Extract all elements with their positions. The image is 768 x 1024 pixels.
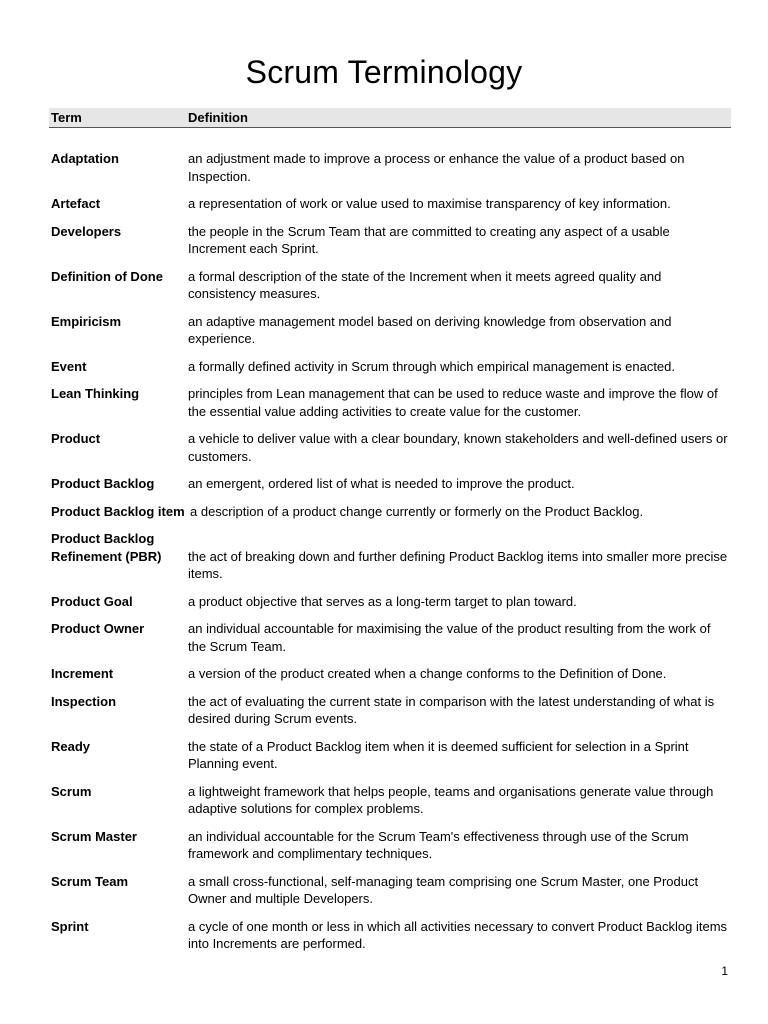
- term-cell: Product Backlog Refinement (PBR): [51, 531, 162, 564]
- table-header: [49, 108, 731, 128]
- term-cell: Increment: [51, 666, 114, 681]
- definition-cell: the state of a Product Backlog item when it is deemed sufficient for selection in a Sprint Planning event.: [188, 738, 689, 771]
- table-row: [51, 828, 731, 863]
- definition-cell: a lightweight framework that helps people, teams and organisations generate value through adaptive solutions for complex problems.: [188, 783, 714, 816]
- term-cell: Product Goal: [51, 593, 133, 609]
- table-row: [51, 313, 731, 348]
- table-row: [51, 873, 731, 908]
- table-row: [51, 268, 731, 303]
- definition-cell: a version of the product created when a change conforms to the Definition of Done.: [188, 666, 667, 681]
- table-row: [51, 195, 731, 213]
- term-cell: Scrum Master: [51, 828, 137, 844]
- page-number: 1: [721, 964, 728, 978]
- definition-cell: an adaptive management model based on deriving knowledge from observation and experience.: [188, 313, 672, 346]
- definition-cell: a formally defined activity in Scrum through which empirical management is enacted.: [188, 358, 676, 374]
- definition-cell: a small cross-functional, self-managing team comprising one Scrum Master, one Product Owner and multiple Developers.: [188, 873, 699, 906]
- definition-cell: a description of a product change currently or formerly on the Product Backlog.: [190, 503, 644, 519]
- table-row: [51, 530, 731, 583]
- definition-cell: an emergent, ordered list of what is needed to improve the product.: [188, 476, 575, 491]
- term-cell: Definition of Done: [51, 268, 163, 284]
- definition-cell: the act of evaluating the current state in comparison with the latest understanding of what is desired during Scrum events.: [188, 693, 715, 726]
- table-row: [51, 223, 731, 258]
- term-cell: Lean Thinking: [51, 386, 140, 401]
- definition-cell: an individual accountable for maximising the value of the product resulting from the work of the Scrum Team.: [188, 621, 711, 654]
- table-row: [51, 430, 731, 465]
- term-cell: Event: [51, 358, 87, 374]
- term-cell: Inspection: [51, 693, 117, 709]
- table-row: [51, 783, 731, 818]
- term-cell: Product Owner: [51, 621, 145, 636]
- definition-cell: a cycle of one month or less in which all activities necessary to convert Product Backlog items into Increments are performed.: [188, 918, 728, 951]
- table-row: [51, 665, 731, 683]
- term-cell: Artefact: [51, 196, 101, 211]
- term-cell: Product: [51, 431, 101, 446]
- definition-cell: principles from Lean management that can be used to reduce waste and improve the flow of the essential value adding activities to create value for the customer.: [188, 386, 718, 419]
- table-row: [51, 593, 731, 611]
- column-header-term: Term: [51, 110, 82, 125]
- definition-cell: an adjustment made to improve a process or enhance the value of a product based on Inspection.: [188, 151, 685, 184]
- term-cell: Scrum: [51, 783, 92, 799]
- term-cell: Scrum Team: [51, 873, 129, 889]
- term-cell: Empiricism: [51, 313, 122, 329]
- table-row: [51, 475, 731, 493]
- term-cell: Developers: [51, 223, 122, 239]
- definition-cell: a representation of work or value used to maximise transparency of key information.: [188, 196, 671, 211]
- definition-cell: the people in the Scrum Team that are committed to creating any aspect of a usable Increment each Sprint.: [188, 223, 670, 256]
- definition-cell: a product objective that serves as a long-term target to plan toward.: [188, 593, 577, 609]
- column-header-definition: Definition: [188, 110, 248, 125]
- table-row: [51, 693, 731, 728]
- term-cell: Adaptation: [51, 151, 119, 166]
- table-row: [51, 620, 731, 655]
- table-row: [51, 918, 731, 953]
- term-cell: Product Backlog item: [51, 503, 185, 519]
- term-cell: Sprint: [51, 918, 89, 934]
- definition-cell: a vehicle to deliver value with a clear boundary, known stakeholders and well-defined users or customers.: [188, 431, 728, 464]
- table-row: [51, 385, 731, 420]
- table-row: [51, 738, 731, 773]
- terminology-table: [51, 150, 731, 963]
- term-cell: Product Backlog: [51, 476, 155, 491]
- definition-cell: a formal description of the state of the Increment when it meets agreed quality and consistency measures.: [188, 268, 662, 301]
- term-cell: Ready: [51, 738, 91, 754]
- table-row: [51, 150, 731, 185]
- page-title: Scrum Terminology: [245, 54, 523, 90]
- table-row: [51, 503, 731, 521]
- table-row: [51, 358, 731, 376]
- definition-cell: an individual accountable for the Scrum Team's effectiveness through use of the Scrum framework and complimentary techniques.: [188, 828, 689, 861]
- definition-cell: the act of breaking down and further defining Product Backlog items into smaller more precise items.: [188, 548, 728, 581]
